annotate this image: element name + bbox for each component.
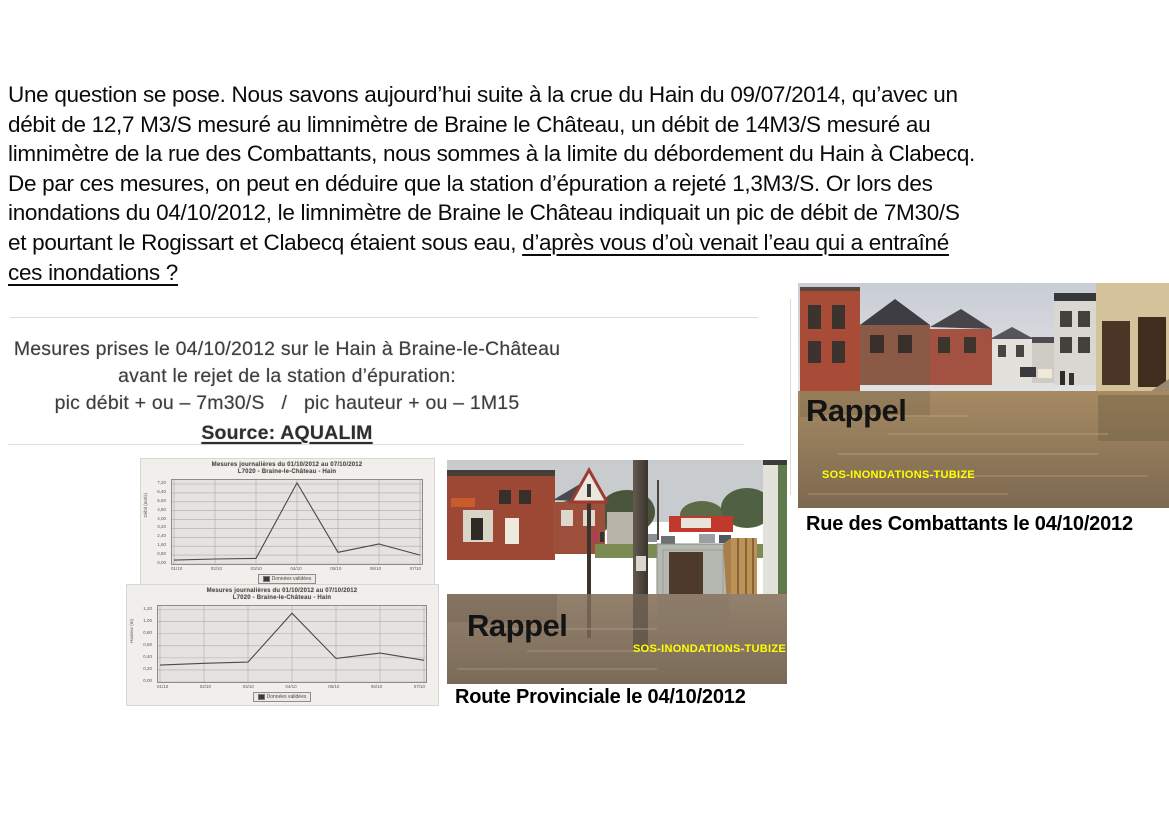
intro-line: inondations du 04/10/2012, le limnimètre de Braine le Château indiquait un pic de débit de 7M30/S <box>8 200 960 226</box>
intro-line: limnimètre de la rue des Combattants, nous sommes à la limite du débordement du Hain à Clabecq. <box>8 141 976 167</box>
intro-line: De par ces mesures, on peut en déduire que la station d’épuration a rejeté 1,3M3/S. Or lors des <box>8 170 933 196</box>
water-height-chart: Mesures journalières du 01/10/2012 au 07/10/2012 L7020 - Braine-le-Château - Hain Hauteur (m) 1,20 1,00 0,80 0,60 0,40 0,20 0,00 01/10 02/10 03/10 04/10 05/10 06/10 07/10 Données validées <box>126 584 439 706</box>
rappel-label: Rappel <box>806 393 907 428</box>
chart-legend: Données validées <box>131 692 433 702</box>
line-plot <box>171 479 423 565</box>
sos-inondations-watermark: SOS-INONDATIONS-TUBIZE <box>633 643 787 655</box>
note-line-3: pic débit + ou – 7m30/S / pic hauteur + ou – 1M15 <box>54 392 520 414</box>
intro-paragraph <box>8 80 1168 287</box>
y-axis-label: Hauteur (m) <box>129 619 134 644</box>
photo-route-provinciale <box>447 460 787 684</box>
intro-line: débit de 12,7 M3/S mesuré au limnimètre de Braine le Château, un débit de 14M3/S mesuré au <box>8 111 931 137</box>
source-label: Source: AQUALIM <box>201 422 373 444</box>
photo-rue-des-combattants <box>798 283 1169 508</box>
photo-caption-combattants: Rue des Combattants le 04/10/2012 <box>806 513 1133 535</box>
street-pole <box>633 460 648 600</box>
chart-title: Mesures journalières du 01/10/2012 au 07/10/2012 <box>206 588 358 594</box>
intro-line: et pourtant le Rogissart et Clabecq étaient sous eau, d’après vous d’où venait l’eau qui a entraîné <box>8 229 949 255</box>
sos-inondations-watermark: SOS-INONDATIONS-TUBIZE <box>822 469 976 481</box>
chart-subtitle: L7020 - Braine-le-Château - Hain <box>237 469 337 475</box>
flow-rate-chart: Mesures journalières du 01/10/2012 au 07/10/2012 L7020 - Braine-le-Château - Hain Débit (m3/s) 7,20 6,40 5,60 4,80 4,00 3,20 2,40 1,60 0,80 0,00 01/10 02/10 03/10 04/10 05/10 06/10 07/10 Données validées <box>140 458 435 588</box>
line-plot <box>157 605 427 683</box>
x-axis-ticks: 01/10 02/10 03/10 04/10 05/10 06/10 07/10 <box>157 684 425 689</box>
scan-edge-line <box>790 299 791 495</box>
chart-title: Mesures journalières du 01/10/2012 au 07/10/2012 <box>211 462 363 468</box>
note-line-2: avant le rejet de la station d’épuration: <box>118 365 456 387</box>
note-line-1: Mesures prises le 04/10/2012 sur le Hain à Braine-le-Château <box>13 338 561 360</box>
chart-legend: Données validées <box>145 574 429 584</box>
chart-subtitle: L7020 - Braine-le-Château - Hain <box>232 595 332 601</box>
legend-swatch-icon <box>263 576 270 582</box>
scan-edge-line <box>10 317 758 318</box>
intro-line: Une question se pose. Nous savons aujourd’hui suite à la crue du Hain du 09/07/2014, qu’avec un <box>8 82 958 107</box>
y-axis-label: Débit (m3/s) <box>143 493 148 518</box>
x-axis-ticks: 01/10 02/10 03/10 04/10 05/10 06/10 07/10 <box>171 566 421 571</box>
photo-caption-provinciale: Route Provinciale le 04/10/2012 <box>455 686 746 708</box>
intro-line: ces inondations ? <box>8 259 179 285</box>
legend-swatch-icon <box>258 694 265 700</box>
measures-note <box>6 336 568 447</box>
rappel-label: Rappel <box>467 608 568 643</box>
